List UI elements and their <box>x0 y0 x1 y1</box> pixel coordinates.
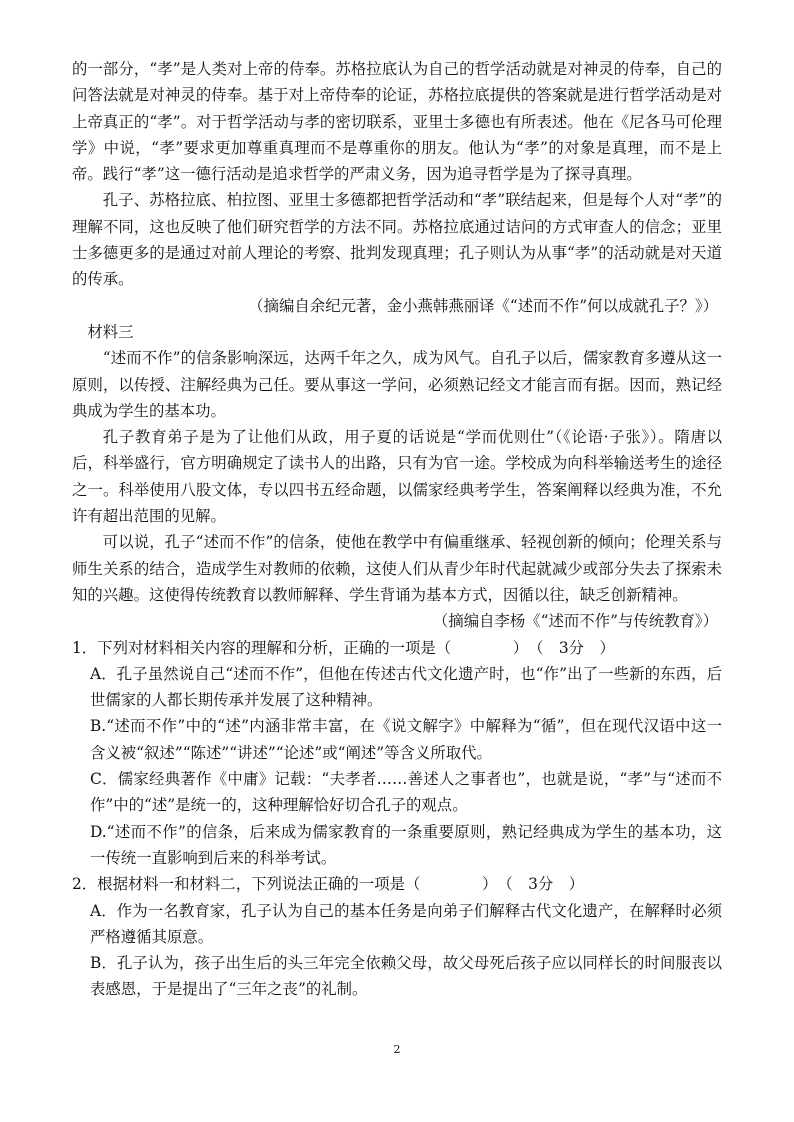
question-1-option-d: D.“述而不作”的信条，后来成为儒家教育的一条重要原则，熟记经典成为学生的基本功，这一传统一直影响到后来的科举考试。 <box>90 822 722 867</box>
material-three-heading: 材料三 <box>87 322 134 341</box>
question-2-option-b: B．孔子认为，孩子出生后的头三年完全依赖父母，故父母死后孩子应以同样长的时间服丧以表感恩，于是提出了“三年之丧”的礼制。 <box>90 954 722 999</box>
material-two-paragraph-1: 的一部分，“孝”是人类对上帝的侍奉。苏格拉底认为自己的哲学活动就是对神灵的侍奉，自己的问答法就是对神灵的侍奉。基于对上帝侍奉的论证，苏格拉底提供的答案就是进行哲学活动是对上帝真正的“孝”。对于哲学活动与孝的密切联系，亚里士多德也有所表述。他在《尼各马可伦理学》中说，“孝”要求更加尊重真理而不是尊重你的朋友。他认为“孝”的对象是真理，而不是上帝。践行“孝”这一德行活动是追求哲学的严肃义务，因为追寻哲学是为了探寻真理。 <box>72 60 722 184</box>
question-1-option-a: A．孔子虽然说自己“述而不作”，但他在传述古代文化遗产时，也“作”出了一些新的东西，后世儒家的人都长期传承并发展了这种精神。 <box>90 664 722 710</box>
document-body <box>72 56 722 1003</box>
question-2-option-a: A．作为一名教育家，孔子认为自己的基本任务是向弟子们解释古代文化遗产，在解释时必须严格遵循其原意。 <box>90 901 722 946</box>
material-two-paragraph-2: 孔子、苏格拉底、柏拉图、亚里士多德都把哲学活动和“孝”联结起来，但是每个人对“孝”的理解不同，这也反映了他们研究哲学的方法不同。苏格拉底通过诘问的方式审查人的信念；亚里士多德更多的是通过对前人理论的考察、批判发现真理；孔子则认为从事“孝”的活动就是对天道的传承。 <box>72 191 722 289</box>
question-1-option-b: B.“述而不作”中的“述”内涵非常丰富，在《说文解字》中解释为“循”，但在现代汉语中这一含义被“叙述”“陈述”“讲述”“论述”或“阐述”等含义所取代。 <box>90 717 722 762</box>
material-two-source: （摘编自余纪元著，金小燕韩燕丽译《“述而不作”何以成就孔子？》） <box>248 296 718 315</box>
question-2-stem: 2．根据材料一和材料二，下列说法正确的一项是（ ） （ 3分 ） <box>72 875 585 894</box>
material-three-paragraph-1: “述而不作”的信条影响深远，达两千年之久，成为风气。自孔子以后，儒家教育多遵从这一原则，以传授、注解经典为己任。要从事这一学问，必须熟记经文才能言而有据。因而，熟记经典成为学生的基本功。 <box>72 349 722 420</box>
material-three-source: （摘编自李杨《“述而不作”与传统教育》） <box>432 612 718 631</box>
question-1-stem: 1．下列对材料相关内容的理解和分析，正确的一项是（ ） （ 3分 ） <box>72 638 615 657</box>
page-number: 2 <box>393 1043 401 1056</box>
material-three-paragraph-2: 孔子教育弟子是为了让他们从政，用子夏的话说是“学而优则仕”（《论语·子张》）。隋唐以后，科举盛行，官方明确规定了读书人的出路，只有为官一途。学校成为向科举输送考生的途径之一。科举使用八股文体，专以四书五经命题，以儒家经典考学生，答案阐释以经典为准，不允许有超出范围的见解。 <box>72 428 722 526</box>
question-1-option-c: C．儒家经典著作《中庸》记载：“夫孝者……善述人之事者也”，也就是说，“孝”与“述而不作”中的“述”是统一的，这种理解恰好切合孔子的观点。 <box>90 770 722 815</box>
material-three-paragraph-3: 可以说，孔子“述而不作”的信条，使他在教学中有偏重继承、轻视创新的倾向；伦理关系与师生关系的结合，造成学生对教师的依赖，这使人们从青少年时代起就减少或部分失去了探索未知的兴趣。这使得传统教育以教师解释、学生背诵为基本方式，因循以往，缺乏创新精神。 <box>72 533 722 604</box>
